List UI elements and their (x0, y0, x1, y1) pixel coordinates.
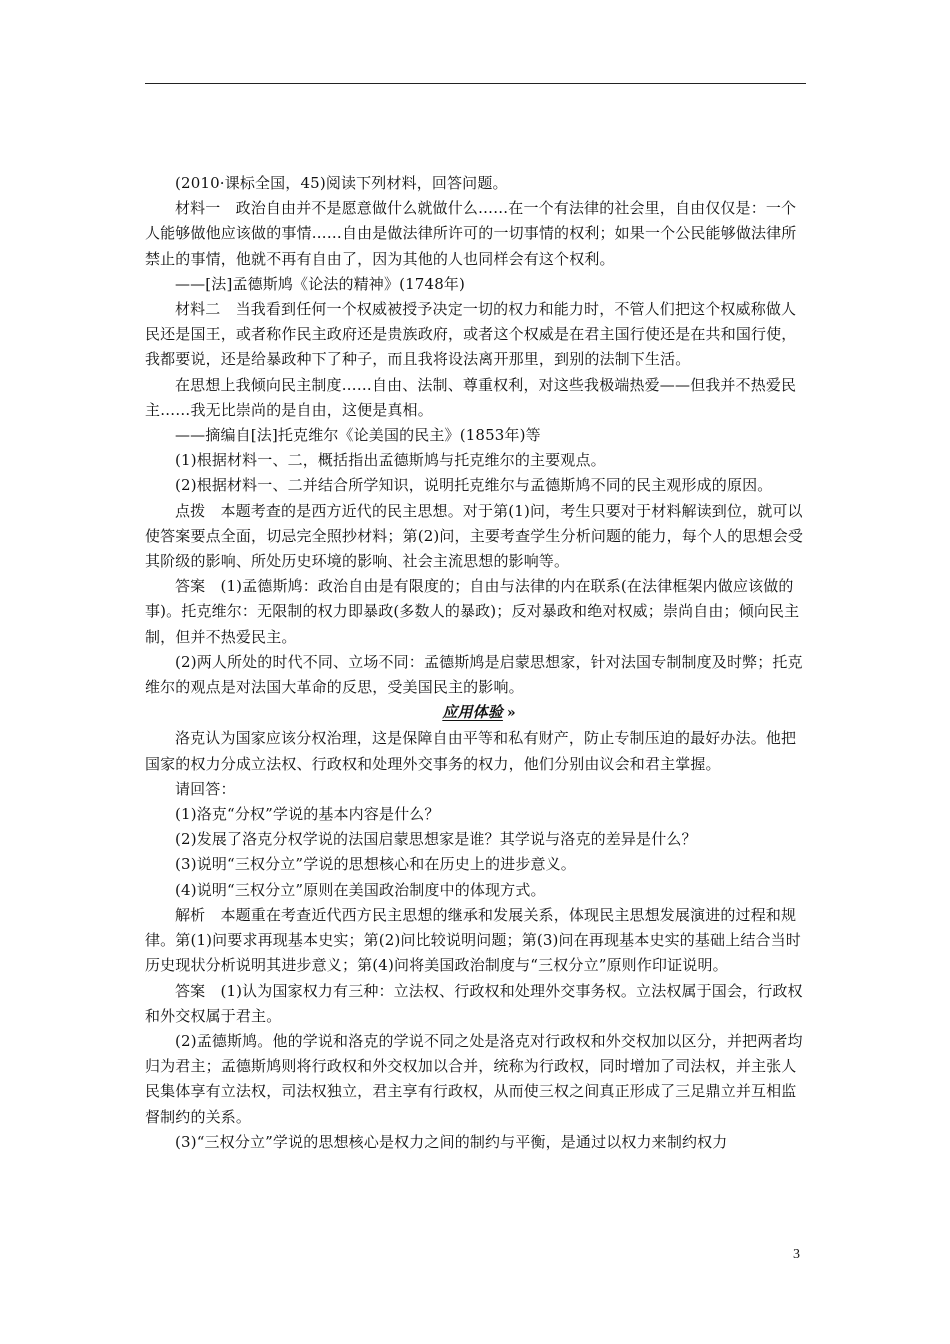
hint-paragraph: 点拨 本题考查的是西方近代的民主思想。对于第(1)问，考生只要对于材料解读到位，就可以使答案要点全面，切忌完全照抄材料；第(2)问，主要考查学生分析问题的能力，每个人的思想会受其阶级的影响、所处历史环境的影响、社会主流思想的影响等。 (145, 501, 804, 571)
locke-intro: 洛克认为国家应该分权治理，这是保障自由平等和私有财产，防止专制压迫的最好办法。他把国家的权力分成立法权、行政权和处理外交事务的权力，他们分别由议会和君主掌握。 (145, 729, 797, 773)
page-number: 3 (793, 1247, 800, 1262)
practice-answer-one: 答案 (1)认为国家权力有三种：立法权、行政权和处理外交事务权。立法权属于国会，行政权和外交权属于君主。 (145, 981, 803, 1025)
material-two-continued: 在思想上我倾向民主制度……自由、法制、尊重权利，对这些我极端热爱——但我并不热爱民主……我无比崇尚的是自由，这便是真相。 (145, 375, 797, 419)
question-one: (1)根据材料一、二，概括指出孟德斯鸠与托克维尔的主要观点。 (175, 451, 606, 470)
question-two: (2)根据材料一、二并结合所学知识，说明托克维尔与孟德斯鸠不同的民主观形成的原因。 (175, 476, 773, 495)
answer-two: (2)两人所处的时代不同、立场不同：孟德斯鸠是启蒙思想家，针对法国专制制度及时弊；托克维尔的观点是对法国大革命的反思，受美国民主的影响。 (145, 652, 803, 697)
material-one: 材料一 政治自由并不是愿意做什么就做什么……在一个有法律的社会里，自由仅仅是：一个人能够做他应该做的事情……自由是做法律所许可的一切事情的权利；如果一个公民能够做法律所禁止的事情，他就不再有自由了，因为其他的人也同样会有这个权利。 (145, 199, 797, 268)
practice-question-four: (4)说明“三权分立”原则在美国政治制度中的体现方式。 (175, 880, 546, 899)
question-intro: (2010·课标全国，45)阅读下列材料，回答问题。 (175, 174, 508, 192)
practice-question-two: (2)发展了洛克分权学说的法国启蒙思想家是谁？其学说与洛克的差异是什么？ (175, 830, 697, 849)
double-chevron-icon: » (506, 705, 513, 722)
section-title-text: 应用体验 (442, 703, 503, 722)
material-two-source: ——摘编自[法]托克维尔《论美国的民主》(1853年)等 (175, 426, 541, 445)
material-one-source: ——[法]孟德斯鸠《论法的精神》(1748年) (175, 274, 466, 293)
document-body (145, 171, 810, 1155)
practice-question-three: (3)说明“三权分立”学说的思想核心和在历史上的进步意义。 (175, 855, 576, 874)
practice-answer-three: (3)“三权分立”学说的思想核心是权力之间的制约与平衡，是通过以权力来制约权力 (175, 1132, 728, 1151)
answer-one: 答案 (1)孟德斯鸠：政治自由是有限度的；自由与法律的内在联系(在法律框架内做应该做的事)。托克维尔：无限制的权力即暴政(多数人的暴政)；反对暴政和绝对权威；崇尚自由；倾向民主制，但并不热爱民主。 (145, 577, 800, 646)
header-rule (145, 83, 806, 84)
practice-answer-two: (2)孟德斯鸠。他的学说和洛克的学说不同之处是洛克对行政权和外交权加以区分，并把两者均归为君主；孟德斯鸠则将行政权和外交权加以合并，统称为行政权，同时增加了司法权，并主张人民集体享有立法权，司法权独立，君主享有行政权，从而使三权之间真正形成了三足鼎立并互相监督制约的关系。 (145, 1031, 803, 1126)
analysis-paragraph: 解析 本题重在考查近代西方民主思想的继承和发展关系，体现民主思想发展演进的过程和规律。第(1)问要求再现基本史实；第(2)问比较说明问题；第(3)问在再现基本史实的基础上结合当时历史现状分析说明其进步意义；第(4)问将美国政治制度与“三权分立”原则作印证说明。 (145, 905, 801, 975)
material-two: 材料二 当我看到任何一个权威被授予决定一切的权力和能力时，不管人们把这个权威称做人民还是国王，或者称作民主政府还是贵族政府，或者这个权威是在君主国行使还是在共和国行使，我都要说，还是给暴政种下了种子，而且我将设法离开那里，到别的法制下生活。 (145, 300, 797, 369)
section-title (145, 700, 810, 726)
please-answer: 请回答： (175, 779, 236, 798)
practice-question-one: (1)洛克“分权”学说的基本内容是什么？ (175, 805, 440, 824)
